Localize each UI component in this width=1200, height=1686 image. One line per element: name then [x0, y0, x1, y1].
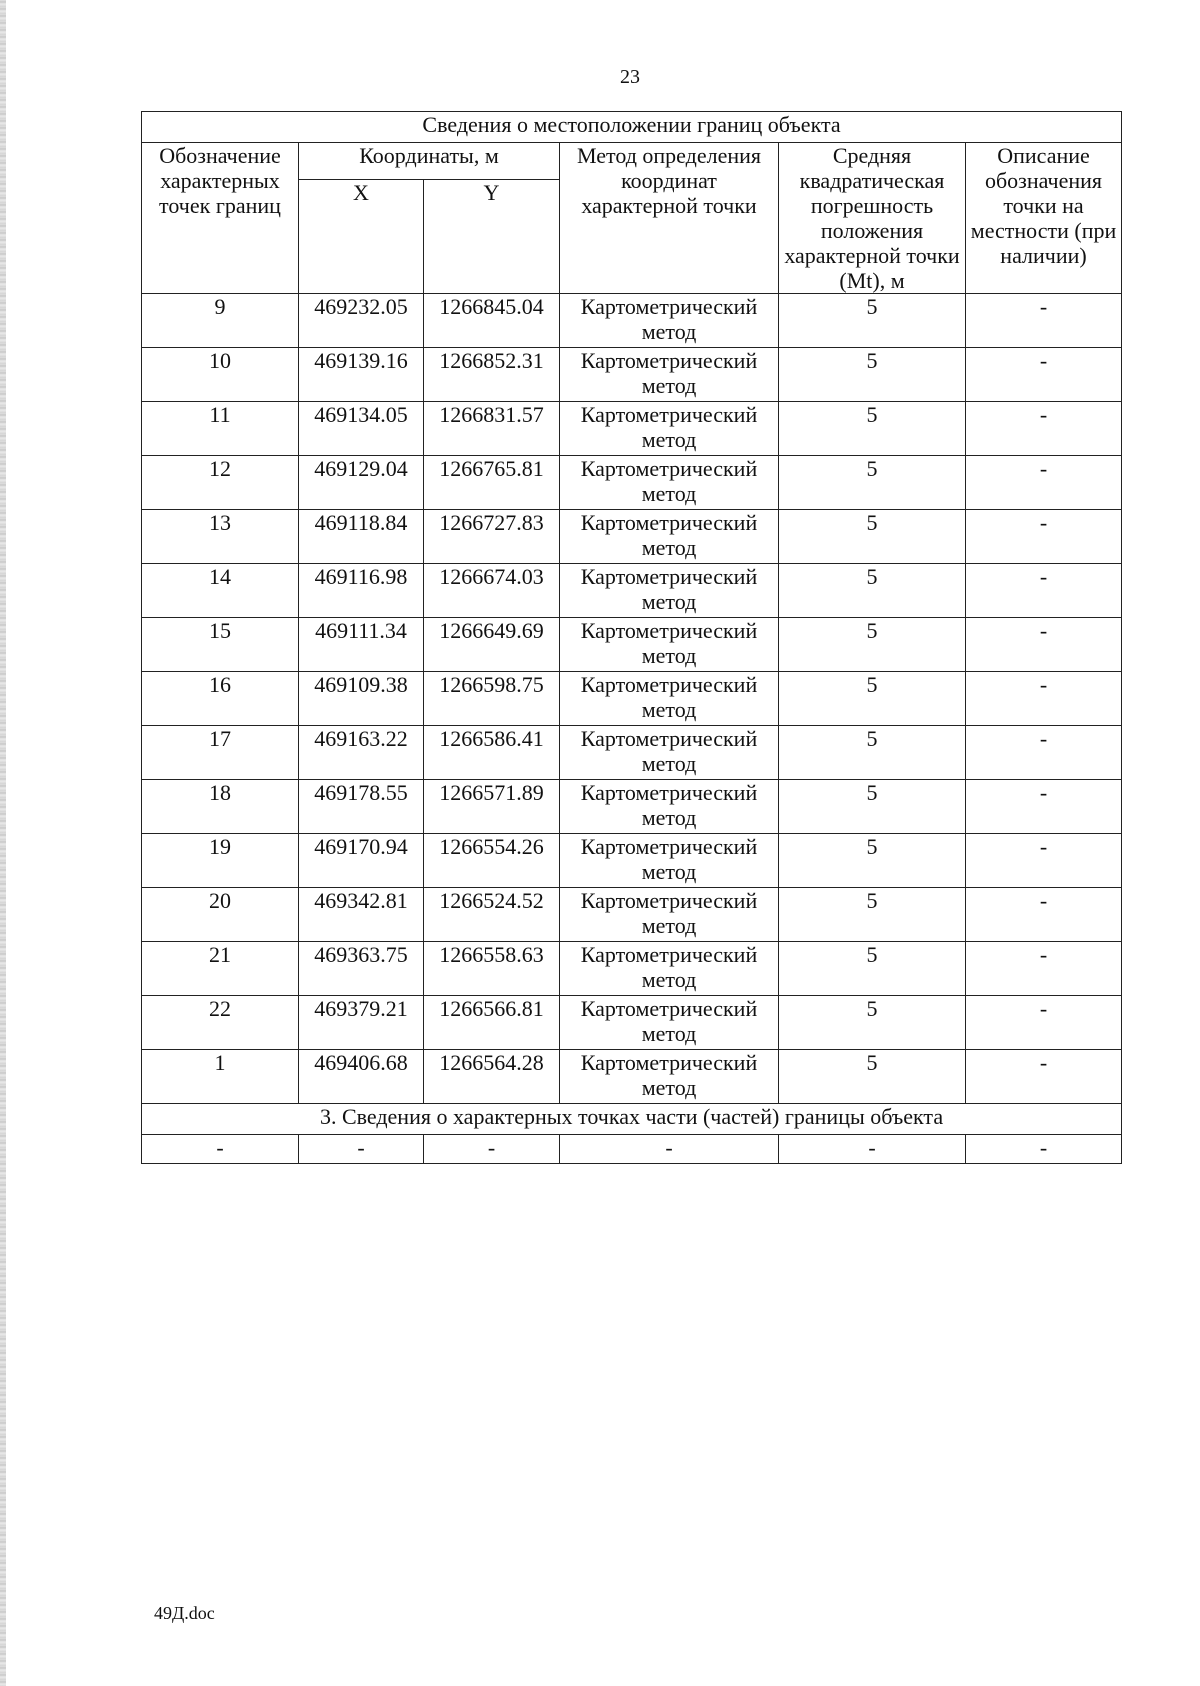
cell-accuracy: 5 [779, 564, 966, 618]
cell-point: 17 [142, 726, 299, 780]
cell-point: 15 [142, 618, 299, 672]
cell-point: 9 [142, 294, 299, 348]
boundary-table [141, 111, 1122, 1164]
cell-accuracy: 5 [779, 996, 966, 1050]
cell-description: - [966, 996, 1122, 1050]
cell-y: 1266727.83 [424, 510, 560, 564]
section3-empty-row [142, 1135, 1122, 1164]
cell-method: Картометрический метод [560, 348, 779, 402]
cell-y: 1266852.31 [424, 348, 560, 402]
cell-y: 1266566.81 [424, 996, 560, 1050]
cell-method: Картометрический метод [560, 996, 779, 1050]
table-row [142, 348, 1122, 402]
header-y: Y [424, 180, 560, 294]
cell-accuracy: 5 [779, 456, 966, 510]
table-row [142, 834, 1122, 888]
header-method: Метод определения координат характерной точки [560, 143, 779, 294]
table-row [142, 726, 1122, 780]
cell-method: Картометрический метод [560, 456, 779, 510]
cell-y: 1266765.81 [424, 456, 560, 510]
cell-accuracy: 5 [779, 888, 966, 942]
scan-edge [0, 0, 6, 1686]
cell-y: 1266649.69 [424, 618, 560, 672]
cell-x: 469232.05 [299, 294, 424, 348]
cell-description: - [966, 618, 1122, 672]
cell-accuracy: 5 [779, 780, 966, 834]
cell-description: - [966, 402, 1122, 456]
table-row [142, 294, 1122, 348]
cell-point: 12 [142, 456, 299, 510]
section3-cell: - [779, 1135, 966, 1164]
cell-x: 469129.04 [299, 456, 424, 510]
header-description: Описание обозначения точки на местности (при наличии) [966, 143, 1122, 294]
cell-point: 10 [142, 348, 299, 402]
section3-cell: - [299, 1135, 424, 1164]
cell-x: 469170.94 [299, 834, 424, 888]
cell-method: Картометрический метод [560, 726, 779, 780]
cell-point: 1 [142, 1050, 299, 1104]
cell-x: 469139.16 [299, 348, 424, 402]
cell-description: - [966, 672, 1122, 726]
cell-x: 469118.84 [299, 510, 424, 564]
cell-accuracy: 5 [779, 672, 966, 726]
cell-x: 469134.05 [299, 402, 424, 456]
cell-point: 22 [142, 996, 299, 1050]
table-row [142, 888, 1122, 942]
cell-x: 469111.34 [299, 618, 424, 672]
cell-y: 1266674.03 [424, 564, 560, 618]
cell-description: - [966, 564, 1122, 618]
cell-method: Картометрический метод [560, 834, 779, 888]
footer-filename: 49Д.doc [154, 1603, 215, 1623]
cell-accuracy: 5 [779, 1050, 966, 1104]
section3-cell: - [142, 1135, 299, 1164]
cell-description: - [966, 294, 1122, 348]
cell-x: 469342.81 [299, 888, 424, 942]
cell-description: - [966, 942, 1122, 996]
cell-accuracy: 5 [779, 834, 966, 888]
header-row [142, 143, 1122, 180]
cell-description: - [966, 456, 1122, 510]
table-row [142, 402, 1122, 456]
cell-x: 469363.75 [299, 942, 424, 996]
section3-cell: - [966, 1135, 1122, 1164]
cell-method: Картометрический метод [560, 780, 779, 834]
cell-method: Картометрический метод [560, 564, 779, 618]
cell-description: - [966, 726, 1122, 780]
cell-y: 1266586.41 [424, 726, 560, 780]
cell-y: 1266554.26 [424, 834, 560, 888]
cell-method: Картометрический метод [560, 942, 779, 996]
cell-y: 1266558.63 [424, 942, 560, 996]
cell-y: 1266845.04 [424, 294, 560, 348]
header-point-designation: Обозначение характерных точек границ [142, 143, 299, 294]
cell-accuracy: 5 [779, 942, 966, 996]
table-row [142, 942, 1122, 996]
cell-point: 14 [142, 564, 299, 618]
cell-x: 469116.98 [299, 564, 424, 618]
cell-method: Картометрический метод [560, 888, 779, 942]
cell-point: 20 [142, 888, 299, 942]
section3-row [142, 1104, 1122, 1135]
cell-y: 1266598.75 [424, 672, 560, 726]
cell-method: Картометрический метод [560, 510, 779, 564]
cell-x: 469163.22 [299, 726, 424, 780]
cell-y: 1266524.52 [424, 888, 560, 942]
cell-point: 11 [142, 402, 299, 456]
cell-accuracy: 5 [779, 402, 966, 456]
cell-description: - [966, 348, 1122, 402]
cell-y: 1266571.89 [424, 780, 560, 834]
table-title-row [142, 112, 1122, 143]
cell-method: Картометрический метод [560, 1050, 779, 1104]
cell-accuracy: 5 [779, 510, 966, 564]
cell-x: 469178.55 [299, 780, 424, 834]
cell-accuracy: 5 [779, 726, 966, 780]
section3-title: 3. Сведения о характерных точках части (частей) границы объекта [142, 1104, 1122, 1135]
cell-description: - [966, 888, 1122, 942]
cell-point: 21 [142, 942, 299, 996]
cell-description: - [966, 1050, 1122, 1104]
header-x: X [299, 180, 424, 294]
cell-x: 469379.21 [299, 996, 424, 1050]
cell-description: - [966, 780, 1122, 834]
header-accuracy: Средняя квадратическая погрешность положения характерной точки (Mt), м [779, 143, 966, 294]
cell-accuracy: 5 [779, 348, 966, 402]
cell-y: 1266564.28 [424, 1050, 560, 1104]
cell-method: Картометрический метод [560, 294, 779, 348]
cell-method: Картометрический метод [560, 402, 779, 456]
cell-accuracy: 5 [779, 618, 966, 672]
cell-point: 18 [142, 780, 299, 834]
table-row [142, 996, 1122, 1050]
cell-point: 13 [142, 510, 299, 564]
table-row [142, 672, 1122, 726]
table-title: Сведения о местоположении границ объекта [142, 112, 1122, 143]
cell-point: 19 [142, 834, 299, 888]
table-row [142, 780, 1122, 834]
table-row [142, 1050, 1122, 1104]
page-number: 23 [620, 66, 640, 88]
header-coordinates: Координаты, м [299, 143, 560, 180]
cell-accuracy: 5 [779, 294, 966, 348]
cell-x: 469109.38 [299, 672, 424, 726]
table-row [142, 510, 1122, 564]
table-row [142, 564, 1122, 618]
cell-method: Картометрический метод [560, 672, 779, 726]
cell-description: - [966, 510, 1122, 564]
cell-x: 469406.68 [299, 1050, 424, 1104]
table-row [142, 618, 1122, 672]
cell-point: 16 [142, 672, 299, 726]
table-row [142, 456, 1122, 510]
cell-y: 1266831.57 [424, 402, 560, 456]
cell-method: Картометрический метод [560, 618, 779, 672]
cell-description: - [966, 834, 1122, 888]
section3-cell: - [560, 1135, 779, 1164]
section3-cell: - [424, 1135, 560, 1164]
